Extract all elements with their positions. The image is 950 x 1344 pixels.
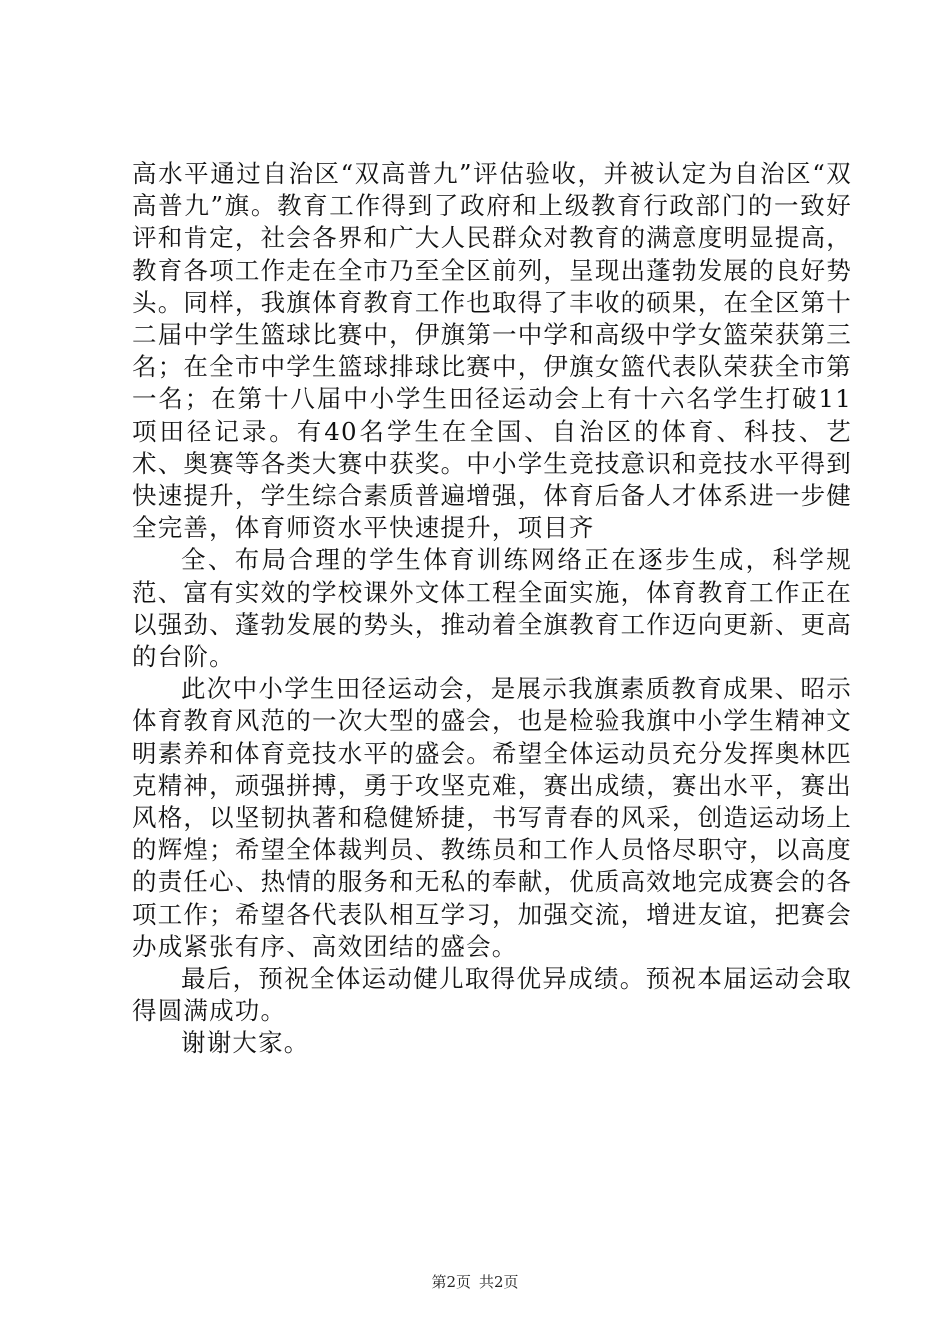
paragraph-training-network: 全、布局合理的学生体育训练网络正在逐步生成，科学规范、富有实效的学校课外文体工程全面实施，体育教育工作正在以强劲、蓬勃发展的势头，推动着全旗教育工作迈向更新、更高的台阶。 [132, 545, 852, 672]
paragraph-sports-meet-hopes: 此次中小学生田径运动会，是展示我旗素质教育成果、昭示体育教育风范的一次大型的盛会，也是检验我旗中小学生精神文明素养和体育竞技水平的盛会。希望全体运动员充分发挥奥林匹克精神，顽强拼搏，勇于攻坚克难，赛出成绩，赛出水平，赛出风格，以坚韧执著和稳健矫捷，书写青春的风采，创造运动场上的辉煌；希望全体裁判员、教练员和工作人员恪尽职守，以高度的责任心、热情的服务和无私的奉献，优质高效地完成赛会的各项工作；希望各代表队相互学习，加强交流，增进友谊，把赛会办成紧张有序、高效团结的盛会。 [132, 674, 852, 961]
page-footer [0, 1272, 950, 1292]
document-body [132, 158, 852, 1060]
paragraph-closing-wishes: 最后，预祝全体运动健儿取得优异成绩。预祝本届运动会取得圆满成功。 [132, 964, 852, 1026]
page-number: 第2页 [431, 1273, 471, 1291]
page-total: 共2页 [479, 1273, 519, 1291]
paragraph-thanks: 谢谢大家。 [181, 1028, 310, 1058]
paragraph-achievements: 高水平通过自治区“双高普九”评估验收，并被认定为自治区“双高普九”旗。教育工作得到了政府和上级教育行政部门的一致好评和肯定，社会各界和广大人民群众对教育的满意度明显提高，教育各项工作走在全市乃至全区前列，呈现出蓬勃发展的良好势头。同样，我旗体育教育工作也取得了丰收的硕果，在全区第十二届中学生篮球比赛中，伊旗第一中学和高级中学女篮荣获第三名；在全市中学生篮球排球比赛中，伊旗女篮代表队荣获全市第一名；在第十八届中小学生田径运动会上有十六名学生打破11项田径记录。有40名学生在全国、自治区的体育、科技、艺术、奥赛等各类大赛中获奖。中小学生竞技意识和竞技水平得到快速提升，学生综合素质普遍增强，体育后备人才体系进一步健全完善，体育师资水平快速提升，项目齐 [132, 159, 852, 543]
